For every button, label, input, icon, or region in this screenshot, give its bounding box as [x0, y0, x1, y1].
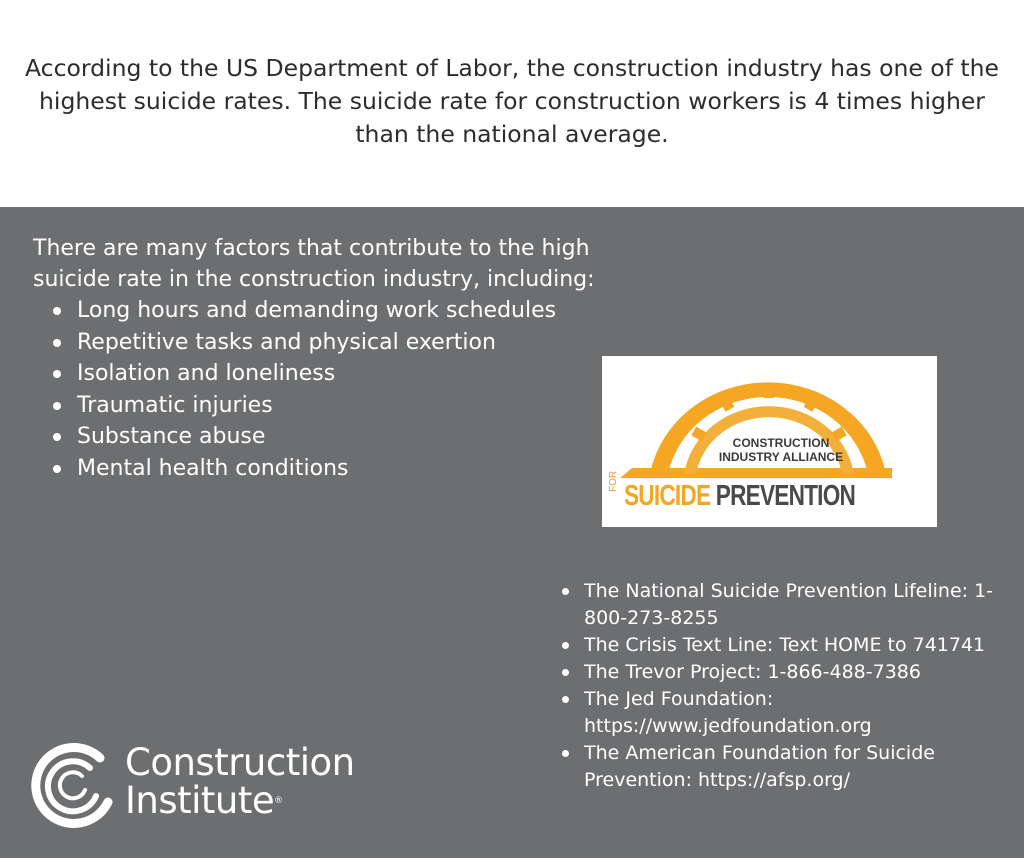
brand-name — [125, 741, 355, 822]
list-item: The Crisis Text Line: Text HOME to 741741 — [558, 632, 998, 659]
list-item: The Trevor Project: 1-866-488-7386 — [558, 659, 998, 686]
alliance-logo — [602, 356, 937, 527]
list-item: The American Foundation for Suicide Prevention: https://afsp.org/ — [558, 740, 998, 794]
list-item: Long hours and demanding work schedules — [47, 295, 556, 327]
alliance-word-suicide: SUICIDE — [624, 480, 711, 512]
alliance-name — [706, 436, 856, 464]
alliance-name-line2: INDUSTRY ALLIANCE — [718, 450, 844, 464]
trademark-mark: ® — [274, 796, 283, 806]
resources-list — [558, 578, 998, 794]
alliance-name-line1: CONSTRUCTION — [732, 436, 830, 450]
factors-list — [47, 295, 556, 484]
construction-institute-logo — [30, 740, 390, 830]
list-item: Mental health conditions — [47, 453, 556, 485]
list-item: The Jed Foundation: https://www.jedfoundation.org — [558, 686, 998, 740]
list-item: The National Suicide Prevention Lifeline: 1-800-273-8255 — [558, 578, 998, 632]
list-item: Isolation and loneliness — [47, 358, 556, 390]
brand-name-line1: Construction — [125, 741, 355, 784]
alliance-for-label: FOR — [608, 470, 619, 492]
swirl-logo-icon — [30, 740, 120, 830]
top-banner — [0, 0, 1024, 207]
list-item: Repetitive tasks and physical exertion — [47, 327, 556, 359]
brand-name-line2: Institute — [125, 779, 275, 822]
intro-text: According to the US Department of Labor, the construction industry has one of the highest suicide rates. The suicide rate for construction workers is 4 times higher than the national average. — [25, 54, 999, 148]
info-panel — [0, 207, 1024, 858]
list-item: Traumatic injuries — [47, 390, 556, 422]
alliance-word-prevention: PREVENTION — [715, 480, 856, 512]
alliance-tagline — [624, 480, 855, 513]
factors-intro: There are many factors that contribute to the high suicide rate in the construction industry, including: — [33, 236, 595, 292]
list-item: Substance abuse — [47, 421, 556, 453]
